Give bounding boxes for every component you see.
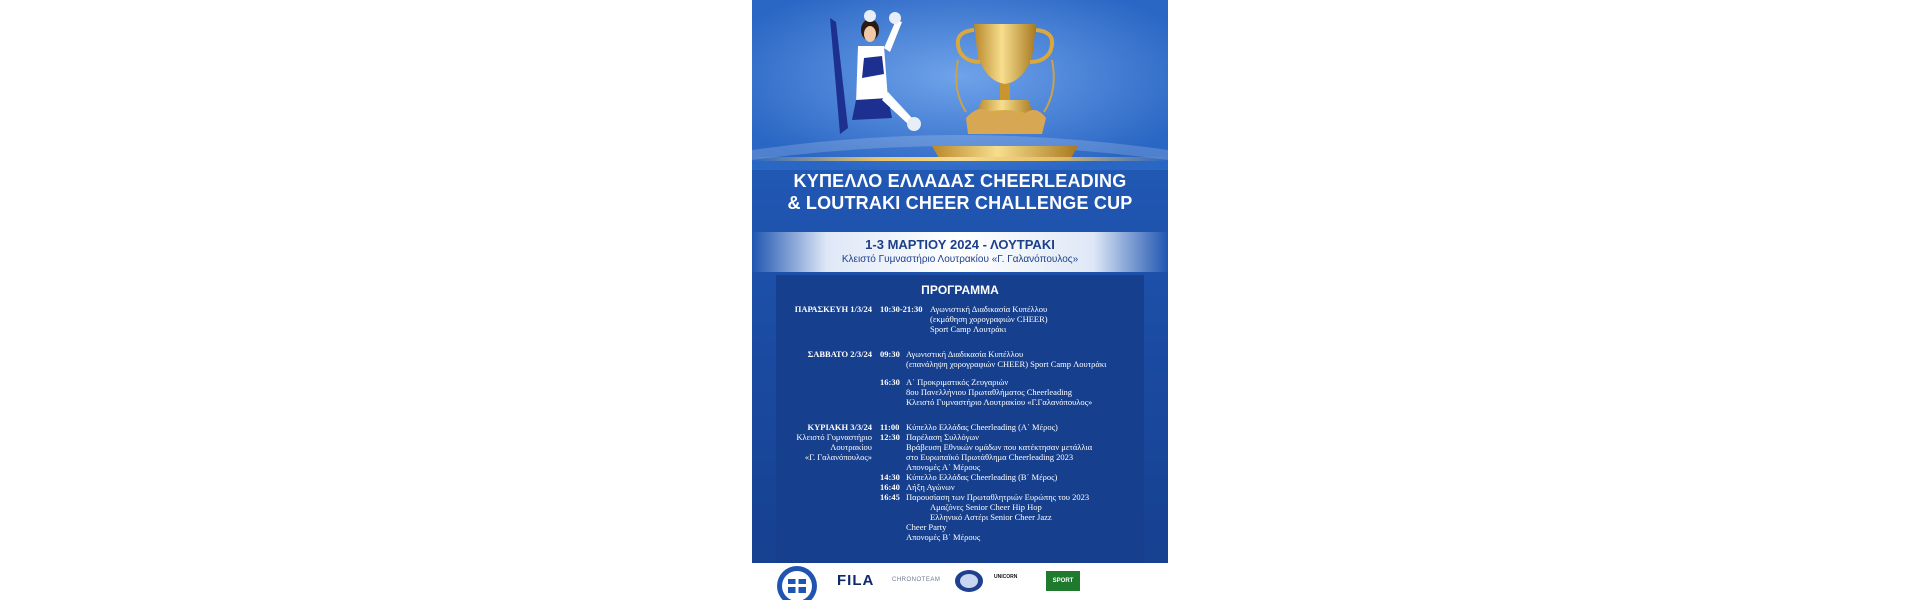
venue-line: «Γ. Γαλανόπουλος» <box>804 452 872 462</box>
slot-line: Απονομές Α΄ Μέρους <box>906 462 981 472</box>
fila-logo: FILA <box>837 572 875 589</box>
slot-line: στο Ευρωπαϊκό Πρωτάθλημα Cheerleading 2023 <box>906 452 1074 462</box>
slot-line: Παρουσίαση των Πρωταθλητριών Ευρώπης του 2023 <box>906 492 1090 502</box>
date-banner <box>752 232 1168 272</box>
chronoteam-logo: CHRONOTEAM <box>892 577 941 583</box>
slot-time: 11:00 <box>880 422 900 432</box>
ministry-seal-icon <box>954 569 984 593</box>
slot-description <box>906 432 1146 472</box>
slot-line: Λήξη Αγώνων <box>906 482 955 492</box>
event-date: 1-3 ΜΑΡΤΙΟΥ 2024 - ΛΟΥΤΡΑΚΙ <box>865 237 1055 252</box>
poster <box>752 0 1168 600</box>
slot-line: Κύπελλο Ελλάδας Cheerleading (Β΄ Μέρος) <box>906 472 1058 482</box>
slot-line: (επανάληψη χορογραφιών CHEER) Sport Camp Λουτράκι <box>906 359 1107 369</box>
slot-time: 12:30 <box>880 432 900 442</box>
slot-time: 16:30 <box>880 377 900 387</box>
slot-line: 8ου Πανελλήνιου Πρωταθλήματος Cheerleading <box>906 387 1073 397</box>
slot-line: Α΄ Προκριματικός Ζευγαριών <box>906 377 1009 387</box>
slot-description <box>906 492 1146 542</box>
slot-description <box>930 304 1168 334</box>
slot-line: Αμαζόνες Senior Cheer Hip Hop <box>930 502 1042 512</box>
slot-description <box>906 472 1146 482</box>
title-line-1: ΚΥΠΕΛΛΟ ΕΛΛΑΔΑΣ CHEERLEADING <box>793 171 1127 191</box>
slot-description <box>906 349 1146 369</box>
sponsor-strip <box>752 563 1168 600</box>
program-heading: ΠΡΟΓΡΑΜΜΑ <box>921 283 999 297</box>
venue-line: Κλειστό Γυμναστήριο <box>796 432 872 442</box>
slot-time: 14:30 <box>880 472 900 482</box>
venue-line: Λουτρακίου <box>830 442 872 452</box>
slot-line: Βράβευση Εθνικών ομάδων που κατέκτησαν μετάλλια <box>906 442 1093 452</box>
slot-line: Αγωνιστική Διαδικασία Κυπέλλου <box>906 349 1024 359</box>
title-line-2: & LOUTRAKI CHEER CHALLENGE CUP <box>787 193 1133 213</box>
sport-camp-logo: SPORT <box>1046 571 1080 591</box>
slot-line: Απονομές Β΄ Μέρους <box>906 532 981 542</box>
slot-line: Κλειστό Γυμναστήριο Λουτρακίου «Γ.Γαλανόπουλος» <box>906 397 1093 407</box>
slot-line: Αγωνιστική Διαδικασία Κυπέλλου <box>930 304 1048 314</box>
slot-description <box>906 482 1146 492</box>
slot-line: Ελληνικό Αστέρι Senior Cheer Jazz <box>930 512 1052 522</box>
day-label: ΣΑΒΒΑΤΟ 2/3/24 <box>807 349 872 359</box>
unicorn-logo: UNICORN <box>994 574 1018 580</box>
day-venue <box>776 432 872 462</box>
program-panel <box>776 275 1144 563</box>
slot-line: Cheer Party <box>906 522 947 532</box>
slot-time: 16:45 <box>880 492 900 502</box>
federation-crest-icon <box>776 565 818 600</box>
slot-description <box>906 422 1146 432</box>
slot-description <box>906 377 1146 407</box>
hero-artwork <box>752 0 1168 170</box>
slot-line: Κύπελλο Ελλάδας Cheerleading (Α΄ Μέρος) <box>906 422 1058 432</box>
slot-time: 10:30-21:30 <box>880 304 923 314</box>
slot-time: 09:30 <box>880 349 900 359</box>
event-title <box>776 170 1144 214</box>
slot-line: Sport Camp Λουτράκι <box>930 324 1007 334</box>
gold-divider <box>752 157 1168 161</box>
slot-time: 16:40 <box>880 482 900 492</box>
event-venue: Κλειστό Γυμναστήριο Λουτρακίου «Γ. Γαλανόπουλος» <box>841 254 1079 265</box>
day-label: ΠΑΡΑΣΚΕΥΗ 1/3/24 <box>794 304 872 314</box>
slot-line: Παρέλαση Συλλόγων <box>906 432 979 442</box>
day-label: ΚΥΡΙΑΚΗ 3/3/24 <box>807 422 872 432</box>
slot-line: (εκμάθηση χορογραφιών CHEER) <box>930 314 1048 324</box>
